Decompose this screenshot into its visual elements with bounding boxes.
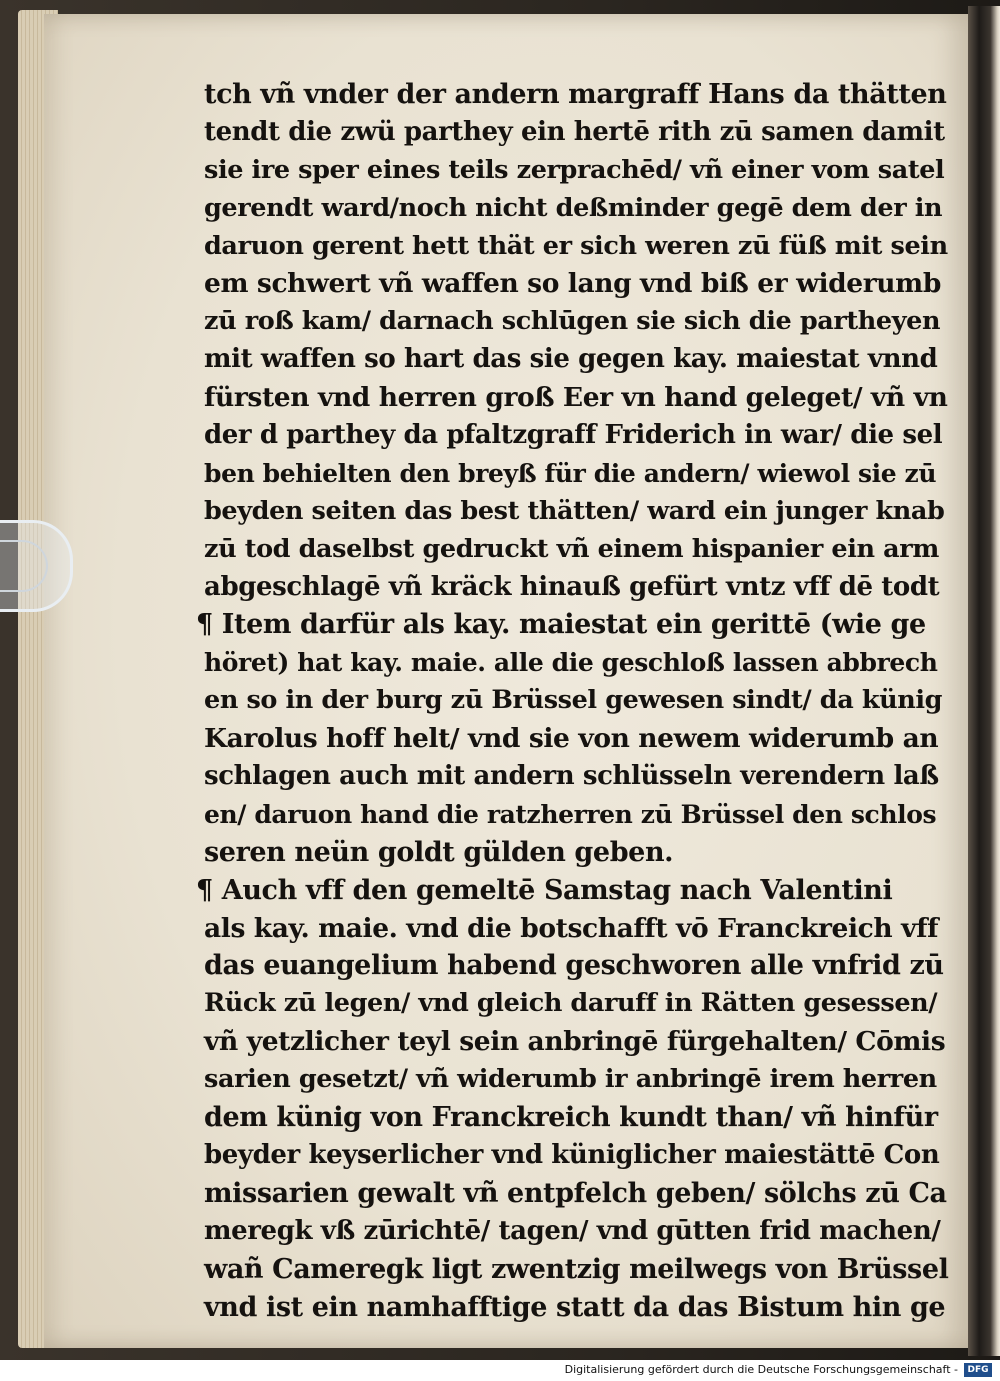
- text-line: das euangelium habend geschworen alle vnfrid zū: [204, 950, 944, 982]
- page-text: [196, 76, 949, 1326]
- text-line: als kay. maie. vnd die botschafft vō Franckreich vff: [204, 912, 939, 944]
- text-line: vñ yetzlicher teyl sein anbringē fürgehalten/ Cōmis: [204, 1026, 946, 1058]
- text-line: daruon gerent hett thät er sich weren zū füß mit sein: [204, 230, 948, 261]
- text-line: wañ Cameregk ligt zwentzig meilwegs von Brüssel: [204, 1253, 949, 1285]
- text-line: vnd ist ein namhafftige statt da das Bistum hin ge: [204, 1291, 946, 1323]
- text-line: mit waffen so hart das sie gegen kay. maiestat vnnd: [204, 344, 938, 375]
- text-line: ben behielten den breyß für die andern/ wiewol sie zū: [204, 458, 937, 488]
- paragraph-start-line: ¶ Auch vff den gemeltē Samstag nach Valentini: [196, 874, 893, 906]
- text-line: sie ire sper eines teils zerprachēd/ vñ einer vom satel: [204, 154, 945, 185]
- text-line: seren neün goldt gülden geben.: [204, 836, 674, 868]
- paragraph-start-line: ¶ Item darfür als kay. maiestat ein gerittē (wie ge: [196, 609, 926, 641]
- text-line: missarien gewalt vñ entpfelch geben/ sölchs zū Ca: [204, 1177, 947, 1209]
- text-line: en so in der burg zū Brüssel gewesen sindt/ da künig: [204, 685, 943, 716]
- text-line: meregk vß zūrichtē/ tagen/ vnd gūtten frid machen/: [204, 1215, 941, 1246]
- text-line: dem künig von Franckreich kundt than/ vñ hinfür: [204, 1102, 938, 1134]
- text-line: Rück zū legen/ vnd gleich daruff in Rätten gesessen/: [204, 988, 938, 1019]
- text-line: fürsten vnd herren groß Eer vn hand geleget/ vñ vn: [204, 382, 948, 414]
- text-line: em schwert vñ waffen so lang vnd biß er widerumb: [204, 268, 941, 300]
- text-line: abgeschlagē vñ kräck hinauß gefürt vntz vff dē todt: [204, 571, 940, 602]
- dfg-logo: DFG: [964, 1363, 992, 1377]
- text-line: schlagen auch mit andern schlüsseln verendern laß: [204, 761, 939, 792]
- text-line: tendt die zwü parthey ein hertē rith zū samen damit: [204, 116, 945, 147]
- footer-credit: Digitalisierung gefördert durch die Deutsche Forschungsgemeinschaft -: [564, 1363, 958, 1376]
- text-line: beyden seiten das best thätten/ ward ein junger knab: [204, 495, 945, 526]
- text-line: gerendt ward/noch nicht deßminder gegē dem der in: [204, 192, 943, 223]
- text-line: sarien gesetzt/ vñ widerumb ir anbringē irem herren: [204, 1064, 937, 1095]
- book-spine: [968, 6, 1000, 1356]
- text-line: tch vñ vnder der andern margraff Hans da thätten: [204, 79, 947, 110]
- text-line: beyder keyserlicher vnd küniglicher maiestättē Con: [204, 1139, 940, 1170]
- text-line: en/ daruon hand die ratzherren zū Brüssel den schlos: [204, 799, 937, 829]
- text-line: Karolus hoff helt/ vnd sie von newem widerumb an: [204, 723, 939, 755]
- text-line: höret) hat kay. maie. alle die geschloß lassen abbrech: [204, 648, 938, 678]
- text-line: zū roß kam/ darnach schlūgen sie sich die partheyen: [204, 306, 941, 337]
- text-line: zū tod daselbst gedruckt vñ einem hispanier ein arm: [204, 533, 939, 564]
- text-line: der d parthey da pfaltzgraff Friderich in war/ die sel: [204, 420, 943, 451]
